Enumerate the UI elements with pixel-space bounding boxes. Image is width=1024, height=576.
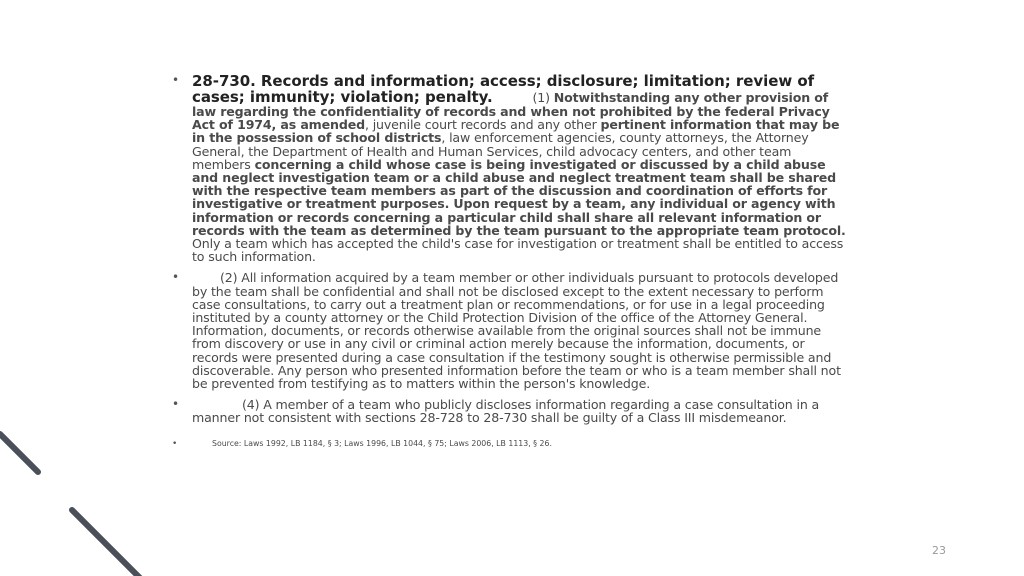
para1-bold-2: pertinent information that may be in the possession of school districts xyxy=(192,117,840,146)
bullet-statute xyxy=(172,74,847,263)
paragraph-4-text: (4) A member of a team who publicly discloses information regarding a case consultation in a manner not consistent with sections 28-728 to 28-730 shall be guilty of a Class III misdemeanor. xyxy=(192,397,820,426)
page-number: 23 xyxy=(932,544,946,557)
para1-bold-3: concerning a child whose case is being investigated or discussed by a child abuse and neglect investigation team or a child abuse and neglect treatment team shall be shared with the respective team members as part of the discussion and coordination of efforts for investigative or treatment purposes. Upon request by a team, any individual or agency with information or records concerning a particular child shall share all relevant information or records with the team as determined by the team pursuant to the appropriate team protocol. xyxy=(192,156,846,238)
para1-bold-1: Notwithstanding any other provision of law regarding the confidentiality of records and when not prohibited by the federal Privacy Act of 1974, as amended xyxy=(192,89,830,133)
para1-number: (1) xyxy=(532,89,554,105)
para1-text-2: , law enforcement agencies, county attorneys, the Attorney General, the Department of Health and Human Services, child advocacy centers, and other team members xyxy=(192,130,809,172)
bullet-paragraph-2 xyxy=(172,271,847,390)
para1-text-1: , juvenile court records and any other xyxy=(364,117,601,133)
decorative-line-long xyxy=(72,510,150,576)
source-citation: Source: Laws 1992, LB 1184, § 3; Laws 1996, LB 1044, § 75; Laws 2006, LB 1113, § 26. xyxy=(212,438,552,448)
decorative-line-short xyxy=(0,434,38,472)
slide-body xyxy=(172,74,847,457)
bullet-source xyxy=(172,439,847,449)
bullet-paragraph-4 xyxy=(172,398,847,424)
statute-heading: 28-730. Records and information; access; disclosure; limitation; review of cases; immunity; violation; penalty. xyxy=(192,72,815,106)
para1-text-3: Only a team which has accepted the child's case for investigation or treatment shall be entitled to access to such information. xyxy=(192,236,844,265)
paragraph-2-text: (2) All information acquired by a team member or other individuals pursuant to protocols developed by the team shall be confidential and shall not be disclosed except to the extent necessary to perform case consultations, to carry out a treatment plan or recommendations, or for use in a legal proceeding instituted by a county attorney or the Child Protection Division of the office of the Attorney General. Information, documents, or records otherwise available from the original sources shall not be immune from discovery or use in any civil or criminal action merely because the information, documents, or records were presented during a case consultation if the testimony sought is otherwise permissible and discoverable. Any person who presented information before the team or who is a team member shall not be prevented from testifying as to matters within the person's knowledge. xyxy=(192,270,841,392)
